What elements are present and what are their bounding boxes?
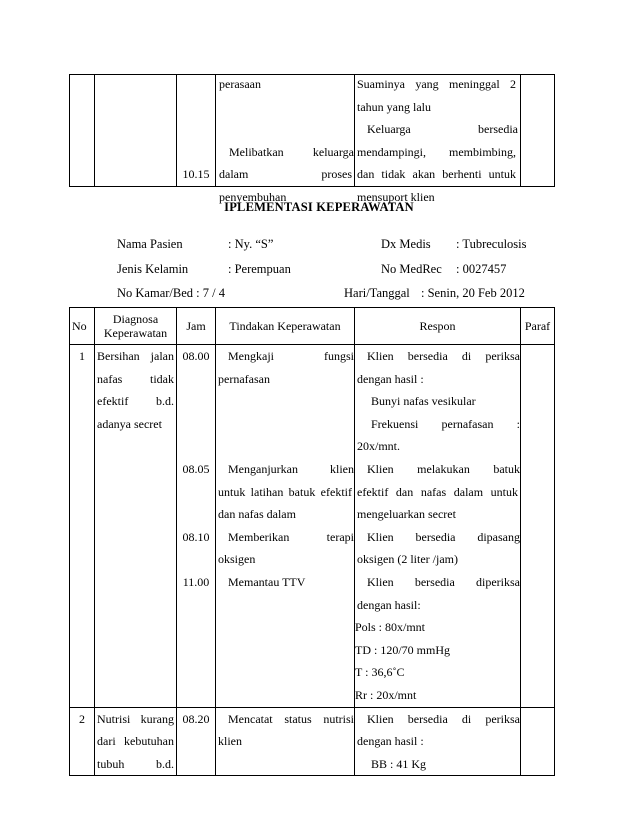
respon-line: Pols : 80x/mnt xyxy=(355,620,426,635)
table-header-row xyxy=(70,308,555,345)
jam-value: 08.05 xyxy=(182,461,210,476)
respon-line: Bunyi nafas vesikular xyxy=(371,394,476,409)
paraf-cell xyxy=(521,707,555,776)
dx-value: : Tubreculosis xyxy=(456,237,527,251)
header-jam: Jam xyxy=(186,319,206,333)
jam-value: 08.20 xyxy=(182,711,210,726)
header-tindakan: Tindakan Keperawatan xyxy=(229,319,341,333)
respon-line: oksigen (2 liter /jam) xyxy=(357,552,458,567)
respon-line: dengan hasil: xyxy=(357,597,421,612)
medrec-label: No MedRec xyxy=(381,262,442,276)
header-paraf: Paraf xyxy=(524,319,551,333)
tindakan-cell xyxy=(216,75,355,204)
tindakan-line: penyembuhan xyxy=(219,189,287,204)
tindakan-line: Memberikan terapi xyxy=(228,529,354,544)
respon-line: tahun yang lalu xyxy=(357,99,431,114)
medrec-value: : 0027457 xyxy=(456,262,507,276)
tindakan-line: pernafasan xyxy=(218,371,270,386)
dx-label: Dx Medis xyxy=(381,237,431,251)
respon-line: mengeluarkan secret xyxy=(357,507,456,522)
tindakan-line: untuk latihan batuk efektif xyxy=(218,484,352,499)
tindakan-line: perasaan xyxy=(219,77,261,91)
page-title: IPLEMENTASI KEPERAWATAN xyxy=(224,200,414,214)
respon-line: Klien bersedia di periksa xyxy=(367,711,520,726)
respon-line: BB : 41 Kg xyxy=(371,756,427,771)
respon-line: Rr : 20x/mnt xyxy=(355,687,417,702)
hari-value: : Senin, 20 Feb 2012 xyxy=(421,286,525,300)
implementation-table xyxy=(69,307,555,776)
diagnosa-line: nafas tidak xyxy=(97,371,174,386)
jam-value: 08.10 xyxy=(182,529,210,544)
hari-label: Hari/Tanggal xyxy=(344,286,410,300)
respon-line: dan tidak akan berhenti untuk xyxy=(357,167,516,182)
respon-line: 20x/mnt. xyxy=(357,439,401,454)
tindakan-line: dan nafas dalam xyxy=(218,507,296,522)
no-cell xyxy=(70,75,95,187)
diagnosa-cell xyxy=(95,75,177,187)
respon-line: Frekuensi pernafasan : xyxy=(371,416,520,431)
paraf-cell xyxy=(521,345,555,708)
respon-cell xyxy=(355,75,521,204)
respon-line: T : 36,6˚C xyxy=(355,665,405,680)
respon-line: Keluarga bersedia xyxy=(367,122,518,137)
tindakan-line: klien xyxy=(218,734,242,749)
tindakan-line: dalam proses xyxy=(219,167,352,182)
header-respon: Respon xyxy=(419,319,456,333)
tindakan-line: Melibatkan keluarga xyxy=(229,144,354,159)
diagnosa-line: Bersihan jalan xyxy=(97,349,174,363)
respon-line: Suaminya yang meninggal 2 xyxy=(357,77,516,91)
jam-text: 10.15 xyxy=(182,167,210,181)
header-diagnosa: Diagnosa Keperawatan xyxy=(103,312,168,340)
respon-line: efektif dan nafas dalam untuk xyxy=(357,484,518,499)
respon-line: Klien bersedia diperiksa xyxy=(367,574,520,589)
diagnosa-line: efektif b.d. xyxy=(97,394,174,409)
tindakan-line: oksigen xyxy=(218,552,256,567)
diagnosa-line: adanya secret xyxy=(97,416,162,431)
jam-value: 08.00 xyxy=(182,349,210,363)
nama-value: : Ny. “S” xyxy=(228,237,274,251)
respon-line: Klien bersedia di periksa xyxy=(367,349,520,363)
tindakan-line: Mengkaji fungsi xyxy=(228,349,354,363)
tindakan-line: Mencatat status nutrisi xyxy=(228,711,354,726)
respon-line: Klien bersedia dipasang xyxy=(367,529,520,544)
header-no: No xyxy=(72,319,87,333)
continuation-table xyxy=(69,74,555,204)
row-no: 2 xyxy=(79,711,85,726)
respon-line: mensuport klien xyxy=(357,189,435,204)
respon-line: TD : 120/70 mmHg xyxy=(355,642,450,657)
respon-line: Klien melakukan batuk xyxy=(367,461,520,476)
table-row xyxy=(70,75,555,187)
jam-value: 11.00 xyxy=(182,574,210,589)
diagnosa-line: Nutrisi kurang xyxy=(97,711,174,726)
jk-label: Jenis Kelamin xyxy=(117,262,189,276)
respon-line: dengan hasil : xyxy=(357,734,424,749)
row-no: 1 xyxy=(79,349,85,363)
table-row xyxy=(70,707,555,776)
tindakan-line: Memantau TTV xyxy=(228,574,306,589)
tindakan-line: Menganjurkan klien xyxy=(228,461,354,476)
diagnosa-line: tubuh b.d. xyxy=(97,756,174,771)
jam-cell xyxy=(177,75,216,187)
kamar-text: No Kamar/Bed : 7 / 4 xyxy=(117,286,225,300)
nama-label: Nama Pasien xyxy=(117,237,183,251)
jk-value: : Perempuan xyxy=(228,262,291,276)
table-row xyxy=(70,345,555,708)
paraf-cell xyxy=(521,75,555,187)
diagnosa-line: dari kebutuhan xyxy=(97,734,174,749)
respon-line: mendampingi, membimbing, xyxy=(357,144,516,159)
respon-line: dengan hasil : xyxy=(357,371,424,386)
